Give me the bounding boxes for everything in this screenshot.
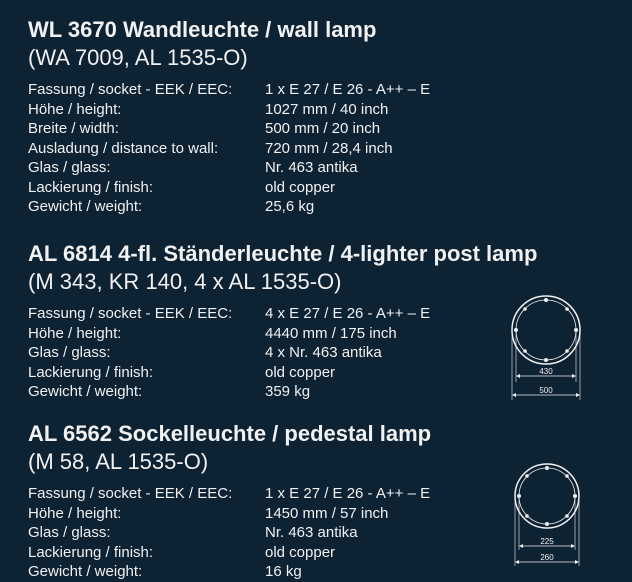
spec-value: Nr. 463 antika <box>265 159 358 176</box>
spec-value: 16 kg <box>265 563 302 580</box>
spec-value: Nr. 463 antika <box>265 524 358 541</box>
spec-value: 1450 mm / 57 inch <box>265 504 389 522</box>
arrow-head <box>571 544 575 548</box>
spec-label: Höhe / height: <box>28 324 122 342</box>
spec-row <box>28 197 628 217</box>
spec-row <box>28 100 628 120</box>
mount-point <box>565 307 569 311</box>
inner-dimension-label: 430 <box>539 367 553 376</box>
spec-list <box>28 80 628 217</box>
spec-row <box>28 158 628 178</box>
spec-label: Höhe / height: <box>28 100 122 118</box>
spec-value: 1027 mm / 40 inch <box>265 100 389 118</box>
mount-point <box>523 307 527 311</box>
mount-point <box>523 349 527 353</box>
arrow-head <box>575 560 579 564</box>
spec-label: Breite / width: <box>28 120 119 137</box>
spec-value: 4440 mm / 175 inch <box>265 324 397 342</box>
arrow-head <box>572 374 576 378</box>
spec-value: old copper <box>265 543 336 561</box>
spec-label: Gewicht / weight: <box>28 563 143 580</box>
spec-row <box>28 178 628 198</box>
spec-label: Lackierung / finish: <box>28 178 154 196</box>
product-title <box>28 420 628 448</box>
spec-label: Lackierung / finish: <box>28 543 154 561</box>
base-plan-drawing <box>508 290 584 402</box>
arrow-head <box>512 393 516 397</box>
mount-point <box>565 349 569 353</box>
product-code: AL 6562 <box>28 421 112 446</box>
spec-label: Glas / glass: <box>28 344 111 361</box>
product-name: Sockelleuchte / pedestal lamp <box>118 421 432 446</box>
product-name: 4-fl. Ständerleuchte / 4-lighter post lamp <box>118 241 538 266</box>
spec-value: 500 mm / 20 inch <box>265 120 381 137</box>
outer-circle <box>512 296 580 364</box>
mount-point <box>565 514 569 518</box>
spec-row <box>28 139 628 159</box>
outer-circle <box>515 464 579 528</box>
inner-dimension-label: 225 <box>540 537 554 546</box>
spec-label: Glas / glass: <box>28 159 111 176</box>
outer-dimension-label: 260 <box>540 553 554 562</box>
spec-value: 4 x Nr. 463 antika <box>265 344 382 361</box>
spec-label: Höhe / height: <box>28 504 122 522</box>
mount-point <box>525 514 529 518</box>
mount-point <box>545 466 549 470</box>
arrow-head <box>516 374 520 378</box>
product-wl3670 <box>28 16 628 217</box>
spec-value: 1 x E 27 / E 26 - A++ – E <box>265 81 431 98</box>
spec-value: 25,6 kg <box>265 198 315 215</box>
product-code: AL 6814 <box>28 241 112 266</box>
spec-value: old copper <box>265 178 336 196</box>
spec-value: 4 x E 27 / E 26 - A++ – E <box>265 305 431 322</box>
spec-label: Lackierung / finish: <box>28 363 154 381</box>
spec-value: 359 kg <box>265 383 311 400</box>
product-code: WL 3670 <box>28 17 117 42</box>
product-subtitle: (WA 7009, AL 1535-O) <box>28 45 248 70</box>
spec-row <box>28 80 628 100</box>
spec-label: Fassung / socket - EEK / EEC: <box>28 81 233 98</box>
spec-label: Fassung / socket - EEK / EEC: <box>28 485 233 502</box>
spec-value: old copper <box>265 363 336 381</box>
spec-label: Gewicht / weight: <box>28 198 143 215</box>
arrow-head <box>519 544 523 548</box>
base-dimension-diagram-al6814 <box>508 290 584 402</box>
arrow-head <box>576 393 580 397</box>
product-title <box>28 16 628 44</box>
spec-label: Ausladung / distance to wall: <box>28 139 219 157</box>
spec-label: Glas / glass: <box>28 524 111 541</box>
spec-label: Fassung / socket - EEK / EEC: <box>28 305 233 322</box>
base-dimension-diagram-al6562 <box>510 460 584 570</box>
product-subtitle: (M 343, KR 140, 4 x AL 1535-O) <box>28 269 342 294</box>
outer-dimension-label: 500 <box>539 386 553 395</box>
mount-point <box>545 522 549 526</box>
base-plan-drawing <box>510 460 584 570</box>
arrow-head <box>515 560 519 564</box>
mount-point <box>525 474 529 478</box>
mount-point <box>544 298 548 302</box>
mount-point <box>544 358 548 362</box>
product-title <box>28 240 628 268</box>
product-name: Wandleuchte / wall lamp <box>122 17 377 42</box>
spec-value: 1 x E 27 / E 26 - A++ – E <box>265 485 431 502</box>
spec-row <box>28 119 628 139</box>
mount-point <box>565 474 569 478</box>
product-subtitle: (M 58, AL 1535-O) <box>28 449 209 474</box>
spec-value: 720 mm / 28,4 inch <box>265 139 393 157</box>
spec-label: Gewicht / weight: <box>28 383 143 400</box>
